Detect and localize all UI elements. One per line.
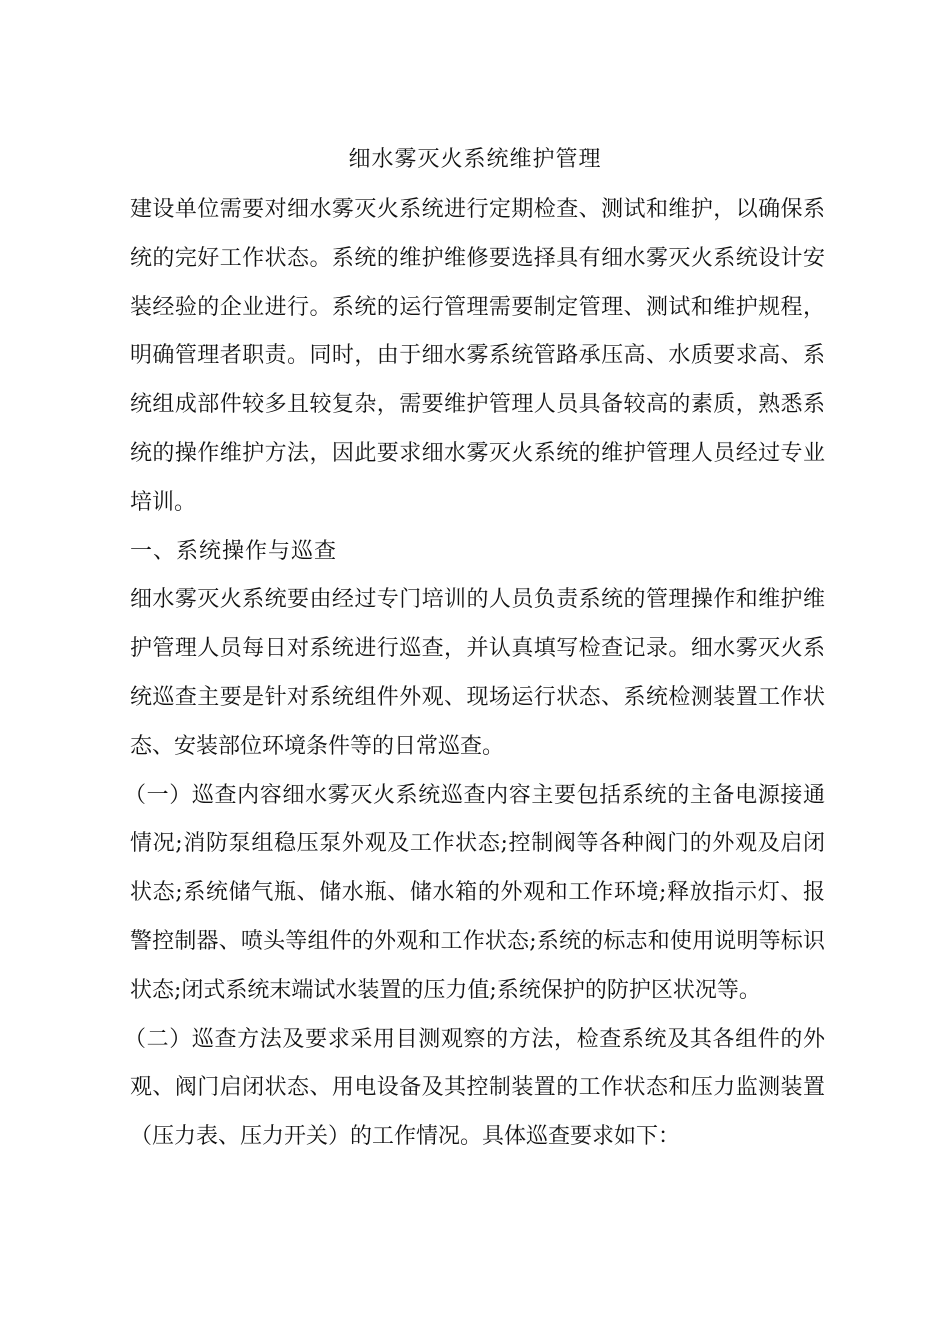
intro-paragraph: 建设单位需要对细水雾灭火系统进行定期检查、测试和维护，以确保系统的完好工作状态。系统的维护维修要选择具有细水雾灭火系统设计安装经验的企业进行。系统的运行管理需要制定管理、测试和维护规程，明确管理者职责。同时，由于细水雾系统管路承压高、水质要求高、系统组成部件较多且较复杂，需要维护管理人员具备较高的素质，熟悉系统的操作维护方法，因此要求细水雾灭火系统的维护管理人员经过专业培训。 [130, 197, 825, 515]
document-body [124, 186, 825, 1162]
inspection-method-paragraph: （二）巡查方法及要求采用目测观察的方法，检查系统及其各组件的外观、阀门启闭状态、用电设备及其控制装置的工作状态和压力监测装置（压力表、压力开关）的工作情况。具体巡查要求如下： [124, 1026, 825, 1150]
document-title: 细水雾灭火系统维护管理 [348, 147, 602, 172]
inspection-paragraph: 细水雾灭火系统要由经过专门培训的人员负责系统的管理操作和维护维护管理人员每日对系统进行巡查，并认真填写检查记录。细水雾灭火系统巡查主要是针对系统组件外观、现场运行状态、系统检测装置工作状态、安装部位环境条件等的日常巡查。 [130, 587, 825, 759]
inspection-content-paragraph: （一）巡查内容细水雾灭火系统巡查内容主要包括系统的主备电源接通情况;消防泵组稳压泵外观及工作状态;控制阀等各种阀门的外观及启闭状态;系统储气瓶、储水瓶、储水箱的外观和工作环境;释放指示灯、报警控制器、喷头等组件的外观和工作状态;系统的标志和使用说明等标识状态;闭式系统末端试水装置的压力值;系统保护的防护区状况等。 [124, 782, 825, 1003]
section-heading-operation-inspection: 一、系统操作与巡查 [130, 538, 338, 564]
